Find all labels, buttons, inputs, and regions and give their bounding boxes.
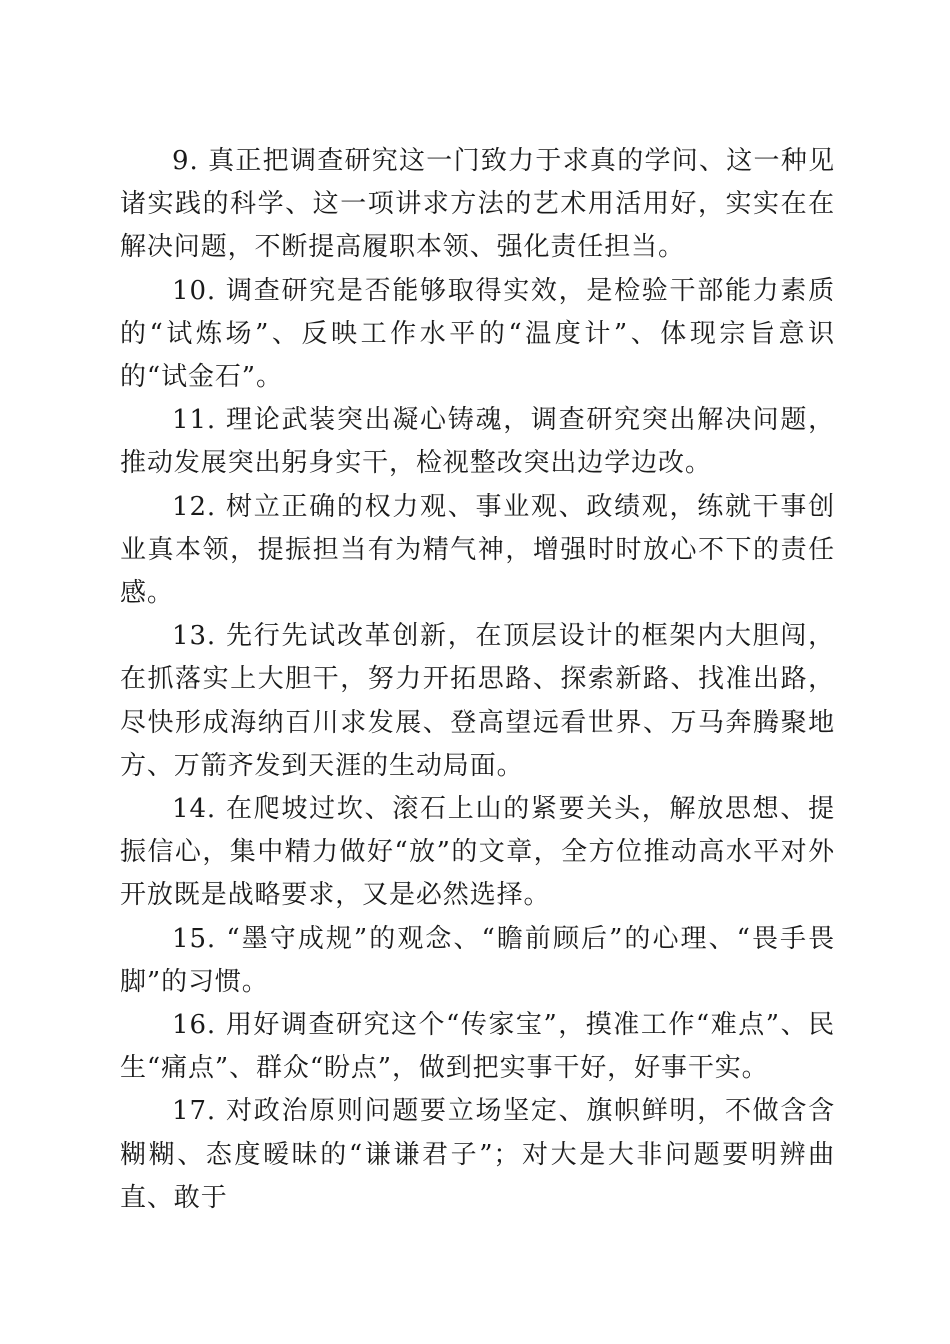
paragraph-9: 9. 真正把调查研究这一门致力于求真的学问、这一种见诸实践的科学、这一项讲求方法的艺术用活用好，实实在在解决问题，不断提高履职本领、强化责任担当。 [120,146,835,263]
paragraph-10: 10. 调查研究是否能够取得实效，是检验干部能力素质的“试炼场”、反映工作水平的“温度计”、体现宗旨意识的“试金石”。 [120,275,835,393]
paragraph-12: 12. 树立正确的权力观、事业观、政绩观，练就干事创业真本领，提振担当有为精气神，增强时时放心不下的责任感。 [120,491,835,609]
paragraph-11: 11. 理论武装突出凝心铸魂，调查研究突出解决问题，推动发展突出躬身实干，检视整改突出边学边改。 [120,405,835,479]
document-body [120,140,835,1220]
paragraph-17: 17. 对政治原则问题要立场坚定、旗帜鲜明，不做含含糊糊、态度暧昧的“谦谦君子”；对大是大非问题要明辨曲直、敢于 [120,1096,835,1213]
paragraph-14: 14. 在爬坡过坎、滚石上山的紧要关头，解放思想、提振信心，集中精力做好“放”的文章，全方位推动高水平对外开放既是战略要求，又是必然选择。 [120,794,835,911]
paragraph-13: 13. 先行先试改革创新，在顶层设计的框架内大胆闯，在抓落实上大胆干，努力开拓思路、探索新路、找准出路，尽快形成海纳百川求发展、登高望远看世界、万马奔腾聚地方、万箭齐发到天涯的生动局面。 [120,621,835,781]
paragraph-15: 15. “墨守成规”的观念、“瞻前顾后”的心理、“畏手畏脚”的习惯。 [120,923,835,997]
paragraph-16: 16. 用好调查研究这个“传家宝”，摸准工作“难点”、民生“痛点”、群众“盼点”，做到把实事干好，好事干实。 [120,1010,835,1084]
